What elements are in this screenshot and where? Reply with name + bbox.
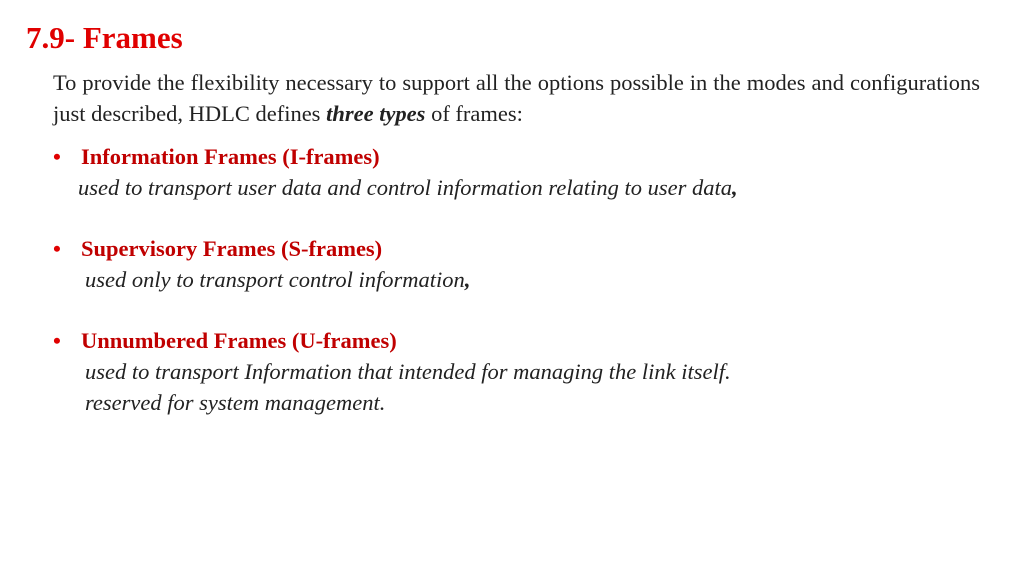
frame-type-title: Information Frames (I-frames) — [81, 144, 380, 169]
frame-type-heading — [53, 233, 973, 264]
bullet-icon: • — [53, 328, 61, 353]
bullet-icon: • — [53, 236, 61, 261]
frame-type-description — [53, 387, 973, 418]
description-line: used to transport user data and control information relating to user data — [78, 175, 732, 200]
bullet-icon: • — [53, 144, 61, 169]
intro-text-before: To provide the flexibility necessary to support all the options possible in the modes and configurations just described, HDLC defines — [53, 70, 980, 126]
frame-type-item-information — [53, 141, 973, 203]
description-line: reserved for system management. — [85, 390, 386, 415]
intro-text-after: of frames: — [425, 101, 523, 126]
intro-paragraph — [53, 67, 980, 129]
frame-type-item-unnumbered — [53, 325, 973, 418]
frame-type-title: Unnumbered Frames (U-frames) — [81, 328, 397, 353]
frame-type-heading — [53, 141, 973, 172]
frame-type-description — [53, 356, 973, 387]
intro-emphasis: three types — [326, 101, 426, 126]
frame-type-item-supervisory — [53, 233, 973, 295]
description-line: used only to transport control information — [85, 267, 465, 292]
frame-type-description — [53, 264, 973, 295]
frame-type-description — [53, 172, 973, 203]
description-comma: , — [731, 175, 738, 200]
frame-type-title: Supervisory Frames (S-frames) — [81, 236, 383, 261]
frame-type-heading — [53, 325, 973, 356]
description-line: used to transport Information that intended for managing the link itself. — [85, 359, 731, 384]
description-comma: , — [464, 267, 471, 292]
slide-title: 7.9- Frames — [26, 20, 183, 55]
